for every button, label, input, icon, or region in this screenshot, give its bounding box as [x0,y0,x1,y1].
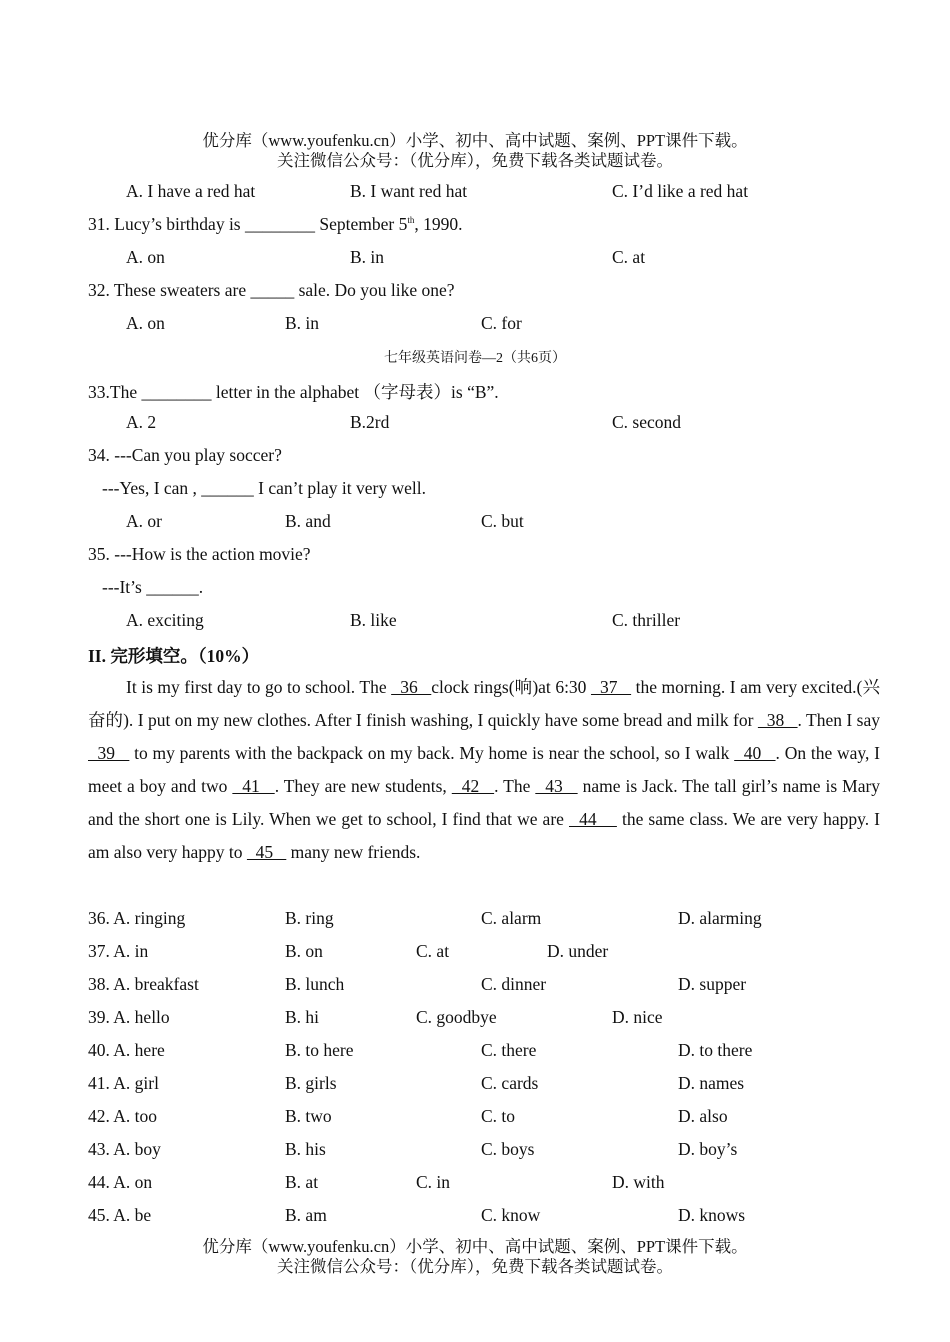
q35-reply-text: ---It’s ______. [102,577,204,597]
option-a: 41. A. girl [88,1073,159,1093]
cloze-blank: 43 [535,776,578,796]
cloze-blank: 36 [391,677,432,697]
option-a: 43. A. boy [88,1139,161,1159]
option-a: 38. A. breakfast [88,974,199,994]
option-d: D. nice [612,1007,663,1027]
option-c: C. there [481,1040,537,1060]
option-b: B. to here [285,1040,354,1060]
q35-option-c: C. thriller [612,610,681,630]
option-a: 37. A. in [88,941,149,961]
cloze-blank: 41 [232,776,275,796]
option-d: D. under [547,941,609,961]
option-d: D. to there [678,1040,753,1060]
q33-option-a: A. 2 [126,412,157,432]
option-b: B. girls [285,1073,337,1093]
cloze-blank: 38 [757,710,798,730]
cloze-blank: 37 [590,677,632,697]
q31-option-a: A. on [126,247,165,267]
passage-text: to my parents with the backpack on my back. My home is near the school, so I walk [129,743,735,763]
q34-option-b: B. and [285,511,331,531]
passage-text: . The [494,776,536,796]
q33-option-b: B.2rd [350,412,390,432]
option-a: 36. A. ringing [88,908,186,928]
option-b: B. am [285,1205,327,1225]
passage-text: name is Jack. The tall girl’s name is Mary and the short one is Lily. When we get to school, I find that we are [88,776,881,829]
q35-stem-text: 35. ---How is the action movie? [88,544,311,564]
q30-option-a: A. I have a red hat [126,181,256,201]
option-c: C. goodbye [416,1007,497,1027]
option-c: C. in [416,1172,451,1192]
q31-stem-end: , 1990. [414,214,463,234]
passage-text: It is my first day to go to school. The [126,677,392,697]
cloze-blank: 45 [246,842,287,862]
option-a: 44. A. on [88,1172,153,1192]
option-d: D. also [678,1106,728,1126]
passage-text: clock rings(响)at 6:30 [431,677,591,697]
option-d: D. boy’s [678,1139,738,1159]
cloze-blank: 40 [734,743,776,763]
option-b: B. two [285,1106,332,1126]
footer-line-1: 优分库（www.youfenku.cn）小学、初中、高中试题、案例、PPT课件下载。 [202,1237,748,1256]
option-c: C. alarm [481,908,542,928]
option-a: 45. A. be [88,1205,152,1225]
page-number: 七年级英语问卷—2（共6页） [384,351,566,366]
option-b: B. at [285,1172,319,1192]
option-a: 40. A. here [88,1040,165,1060]
cloze-passage [88,671,880,869]
q31-stem-sup: th [407,215,415,226]
q33-option-c: C. second [612,412,682,432]
option-d: D. with [612,1172,665,1192]
q31-option-b: B. in [350,247,385,267]
footer-line-2: 关注微信公众号：（优分库），免费下载各类试题试卷。 [277,1257,673,1276]
q30-option-c: C. I’d like a red hat [612,181,749,201]
q35-option-a: A. exciting [126,610,204,630]
option-d: D. supper [678,974,747,994]
q31-option-c: C. at [612,247,646,267]
q31-stem-text: 31. Lucy’s birthday is ________ September 5 [88,214,408,234]
section-title: II. 完形填空。（10%） [88,646,260,666]
passage-text: . On the way, I meet a boy and two [88,743,880,796]
cloze-blank: 44 [569,809,617,829]
q34-option-c: C. but [481,511,524,531]
q33-stem-text: 33.The ________ letter in the alphabet （字母表）is “B”. [88,382,499,402]
option-c: C. at [416,941,450,961]
q32-option-b: B. in [285,313,320,333]
option-b: B. hi [285,1007,320,1027]
q32-option-c: C. for [481,313,522,333]
option-a: 39. A. hello [88,1007,170,1027]
option-c: C. know [481,1205,541,1225]
option-d: D. names [678,1073,745,1093]
passage-text: the morning. I am very excited.(兴奋的). I put on my new clothes. After I finish washing, I quickly have some bread and milk for [88,677,881,730]
q32-option-a: A. on [126,313,165,333]
q34-stem-text: 34. ---Can you play soccer? [88,445,282,465]
option-d: D. knows [678,1205,746,1225]
passage-text: . They are new students, [274,776,452,796]
option-b: B. on [285,941,323,961]
q30-option-b: B. I want red hat [350,181,468,201]
option-b: B. ring [285,908,334,928]
option-d: D. alarming [678,908,762,928]
header-line-1: 优分库（www.youfenku.cn）小学、初中、高中试题、案例、PPT课件下载。 [202,131,748,150]
option-c: C. cards [481,1073,539,1093]
passage-text: . Then I say [797,710,881,730]
q35-option-b: B. like [350,610,397,630]
q32-stem-text: 32. These sweaters are _____ sale. Do you like one? [88,280,455,300]
cloze-blank: 42 [451,776,495,796]
option-a: 42. A. too [88,1106,158,1126]
cloze-blank: 39 [88,743,130,763]
option-c: C. dinner [481,974,547,994]
option-b: B. lunch [285,974,345,994]
passage-text: many new friends. [286,842,421,862]
q34-option-a: A. or [126,511,162,531]
option-b: B. his [285,1139,326,1159]
q34-reply-text: ---Yes, I can , ______ I can’t play it very well. [102,478,426,498]
option-c: C. to [481,1106,516,1126]
passage-text: the same class. We are very happy. I am also very happy to [88,809,880,862]
option-c: C. boys [481,1139,535,1159]
header-line-2: 关注微信公众号：（优分库），免费下载各类试题试卷。 [277,151,673,170]
